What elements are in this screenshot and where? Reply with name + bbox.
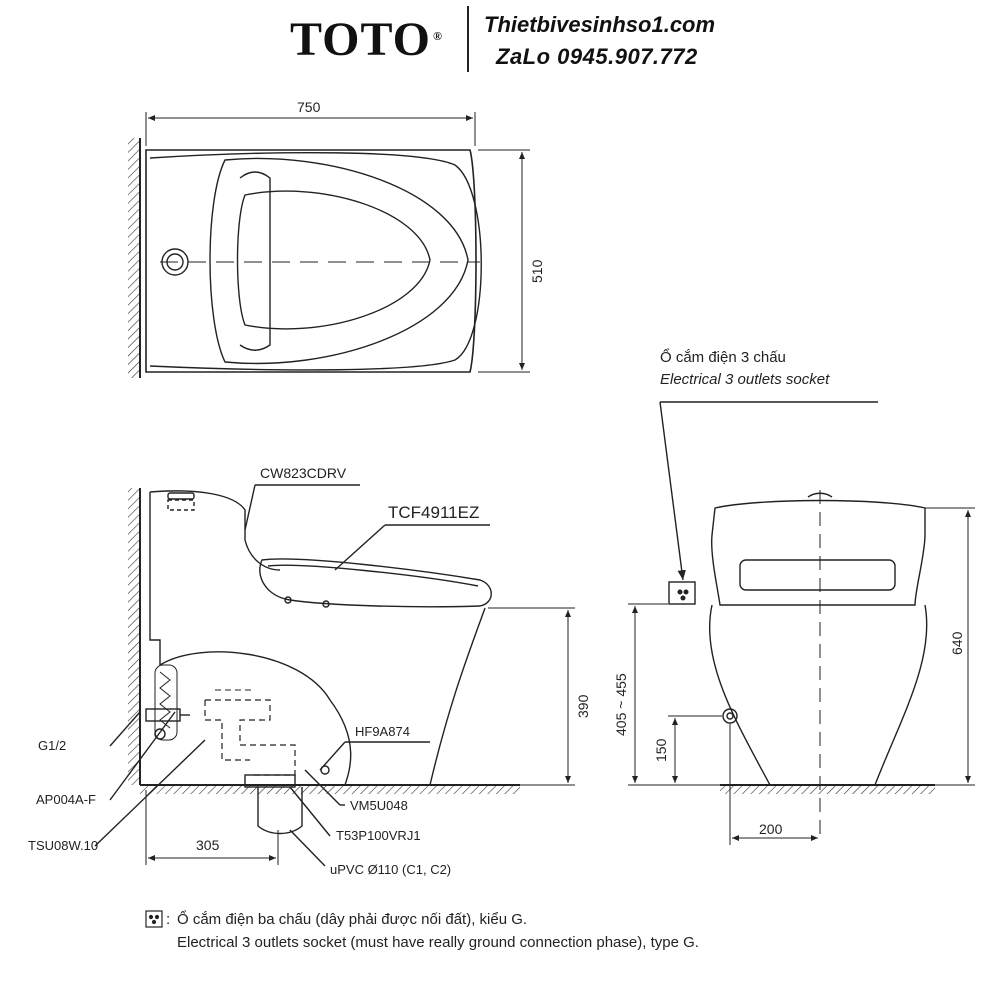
dim-top-width: 750: [297, 99, 321, 115]
registered-mark: ®: [432, 29, 443, 43]
dim-total-height: 640: [949, 631, 965, 655]
note-prefix: :: [166, 911, 171, 928]
front-view: [628, 402, 975, 845]
dim-supply-height: 150: [653, 738, 669, 762]
website-text: Thietbivesinhso1.com: [484, 12, 716, 37]
note-socket-icon: [146, 911, 162, 927]
dim-top-depth: 510: [529, 259, 545, 283]
side-view: [95, 485, 575, 866]
part-pipe-label: uPVC Ø110 (C1, C2): [330, 862, 452, 877]
part-t53-label: T53P100VRJ1: [336, 828, 421, 843]
part-vm-label: VM5U048: [350, 798, 408, 813]
note-vi: Ổ cắm điện ba chấu (dây phải được nối đất), kiểu G.: [177, 911, 528, 928]
part-supply-hose-label: TSU08W.10: [28, 838, 99, 853]
socket-label-vi: Ổ cắm điện 3 chấu: [660, 349, 786, 366]
dim-seat-height: 390: [575, 694, 591, 718]
part-angle-valve-label: AP004A-F: [36, 792, 96, 807]
dim-socket-height: 405 ~ 455: [613, 673, 629, 736]
part-hf-label: HF9A874: [355, 724, 410, 739]
note-en: Electrical 3 outlets socket (must have really ground connection phase), type G.: [177, 934, 699, 951]
dim-rough-in: 305: [196, 837, 220, 853]
dim-front-offset: 200: [759, 821, 783, 837]
part-supply-thread-label: G1/2: [38, 738, 67, 753]
zalo-contact: ZaLo 0945.907.772: [496, 44, 698, 69]
brand-name: TOTO: [290, 13, 431, 66]
part-body-label: CW823CDRV: [260, 465, 347, 481]
socket-label-en: Electrical 3 outlets socket: [660, 371, 830, 388]
top-view: [128, 112, 530, 378]
part-seat-label: TCF4911EZ: [388, 503, 480, 522]
